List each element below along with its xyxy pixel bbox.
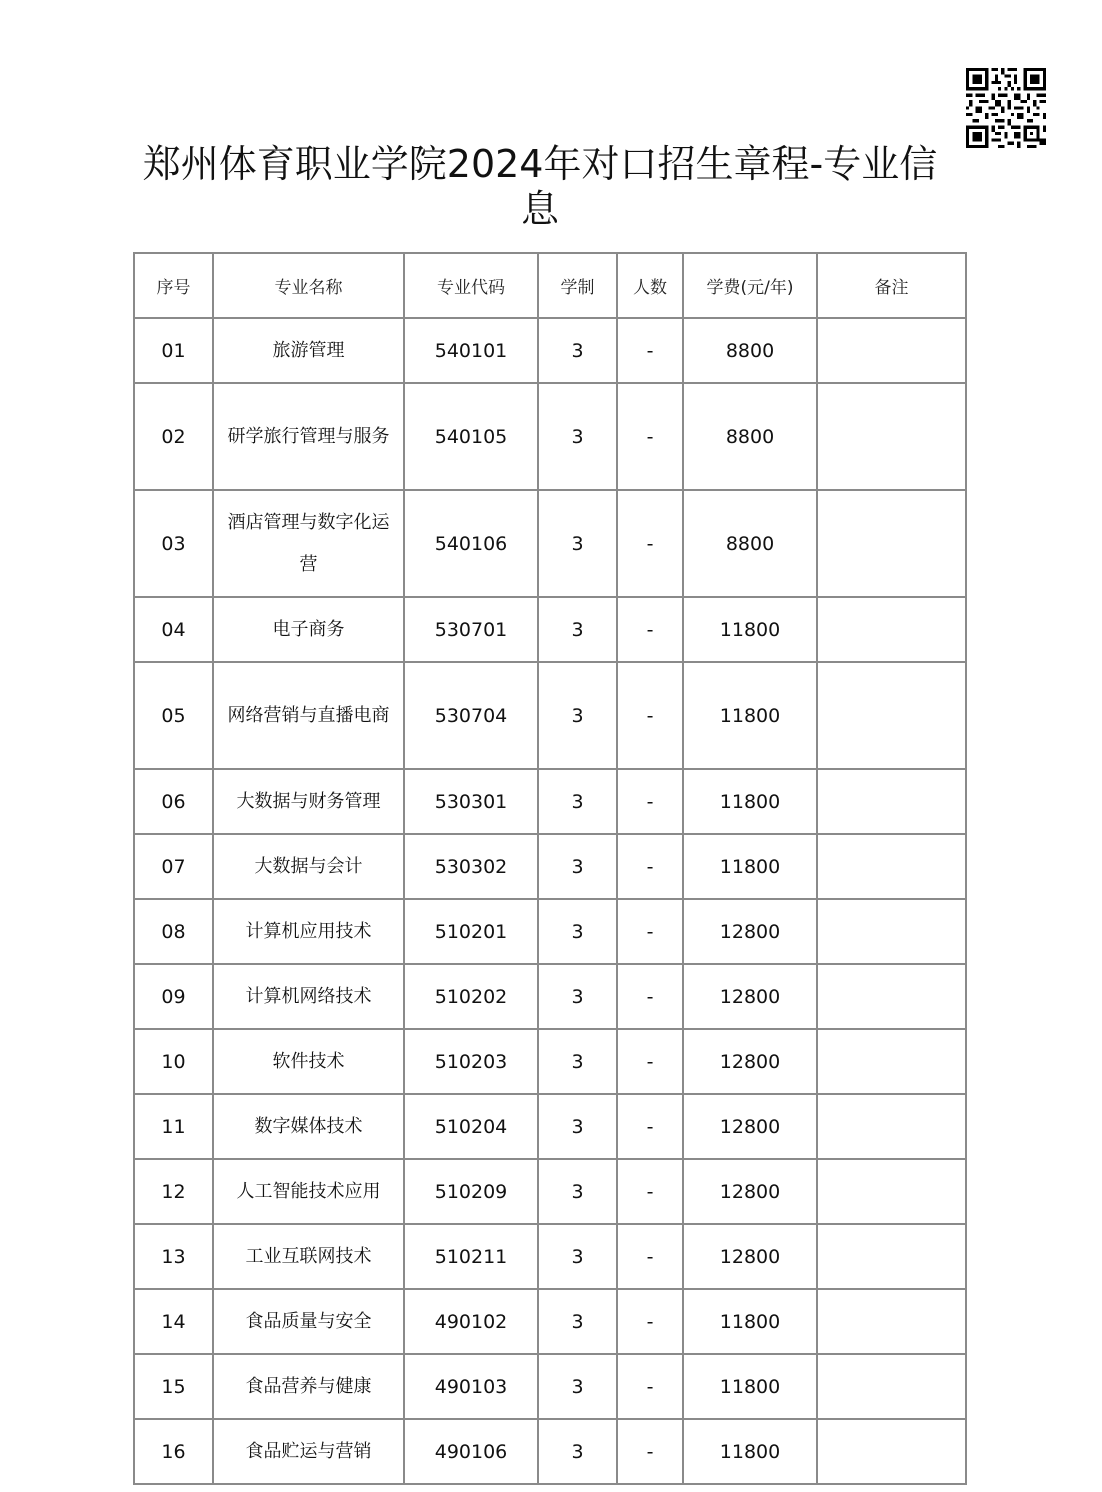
cell-remarks [817,834,966,899]
cell-major-code: 510202 [404,964,538,1029]
cell-serial: 05 [134,662,213,769]
cell-tuition: 12800 [683,1094,817,1159]
cell-serial: 16 [134,1419,213,1484]
cell-major-name: 计算机网络技术 [213,964,404,1029]
cell-major-code: 510209 [404,1159,538,1224]
cell-duration: 3 [538,662,617,769]
table-row [134,383,966,490]
table-header-row [134,253,966,318]
cell-remarks [817,1289,966,1354]
cell-tuition: 11800 [683,1419,817,1484]
cell-enrollment: - [617,964,683,1029]
cell-remarks [817,899,966,964]
cell-remarks [817,1029,966,1094]
cell-duration: 3 [538,1289,617,1354]
cell-major-name: 研学旅行管理与服务 [213,383,404,490]
cell-tuition: 12800 [683,899,817,964]
cell-major-name: 网络营销与直播电商 [213,662,404,769]
cell-tuition: 12800 [683,1224,817,1289]
cell-major-code: 530704 [404,662,538,769]
table-row [134,834,966,899]
table-row [134,490,966,597]
cell-duration: 3 [538,899,617,964]
cell-enrollment: - [617,769,683,834]
cell-major-code: 510203 [404,1029,538,1094]
cell-major-name: 酒店管理与数字化运营 [213,490,404,597]
cell-major-code: 510211 [404,1224,538,1289]
cell-duration: 3 [538,383,617,490]
cell-serial: 01 [134,318,213,383]
header-tuition: 学费(元/年) [683,253,817,318]
cell-tuition: 11800 [683,662,817,769]
cell-serial: 09 [134,964,213,1029]
cell-enrollment: - [617,1029,683,1094]
cell-serial: 06 [134,769,213,834]
cell-tuition: 11800 [683,769,817,834]
cell-enrollment: - [617,834,683,899]
cell-remarks [817,1419,966,1484]
cell-remarks [817,490,966,597]
cell-serial: 11 [134,1094,213,1159]
cell-serial: 10 [134,1029,213,1094]
cell-remarks [817,1159,966,1224]
cell-tuition: 11800 [683,1354,817,1419]
cell-major-code: 490103 [404,1354,538,1419]
cell-major-name: 软件技术 [213,1029,404,1094]
cell-tuition: 8800 [683,490,817,597]
cell-major-code: 490102 [404,1289,538,1354]
cell-duration: 3 [538,1224,617,1289]
table-row [134,769,966,834]
cell-serial: 04 [134,597,213,662]
table-row [134,318,966,383]
cell-major-name: 大数据与财务管理 [213,769,404,834]
qr-code [966,68,1046,148]
cell-tuition: 11800 [683,1289,817,1354]
cell-duration: 3 [538,1354,617,1419]
header-serial: 序号 [134,253,213,318]
cell-major-name: 电子商务 [213,597,404,662]
cell-remarks [817,1224,966,1289]
cell-major-name: 计算机应用技术 [213,899,404,964]
cell-remarks [817,383,966,490]
header-major-code: 专业代码 [404,253,538,318]
table-row [134,1224,966,1289]
cell-tuition: 12800 [683,1029,817,1094]
cell-major-name: 人工智能技术应用 [213,1159,404,1224]
cell-tuition: 12800 [683,1159,817,1224]
cell-duration: 3 [538,769,617,834]
cell-enrollment: - [617,1159,683,1224]
cell-tuition: 8800 [683,383,817,490]
cell-serial: 03 [134,490,213,597]
cell-major-name: 食品贮运与营销 [213,1419,404,1484]
cell-tuition: 11800 [683,597,817,662]
table-row [134,964,966,1029]
cell-duration: 3 [538,964,617,1029]
cell-enrollment: - [617,597,683,662]
cell-enrollment: - [617,1224,683,1289]
table-row [134,1029,966,1094]
cell-tuition: 8800 [683,318,817,383]
table-row [134,662,966,769]
cell-major-code: 530302 [404,834,538,899]
page-title: 郑州体育职业学院2024年对口招生章程-专业信息 [142,142,938,231]
cell-tuition: 11800 [683,834,817,899]
cell-remarks [817,964,966,1029]
header-remarks: 备注 [817,253,966,318]
cell-major-code: 530701 [404,597,538,662]
table-row [134,1419,966,1484]
cell-major-code: 540101 [404,318,538,383]
cell-tuition: 12800 [683,964,817,1029]
cell-serial: 13 [134,1224,213,1289]
cell-enrollment: - [617,899,683,964]
header-enrollment: 人数 [617,253,683,318]
cell-enrollment: - [617,1354,683,1419]
table-row [134,899,966,964]
cell-major-code: 490106 [404,1419,538,1484]
cell-remarks [817,318,966,383]
cell-serial: 02 [134,383,213,490]
table-row [134,1289,966,1354]
cell-remarks [817,1354,966,1419]
cell-duration: 3 [538,834,617,899]
table-row [134,1094,966,1159]
cell-duration: 3 [538,1159,617,1224]
cell-duration: 3 [538,318,617,383]
cell-remarks [817,1094,966,1159]
table-row [134,1354,966,1419]
cell-serial: 14 [134,1289,213,1354]
cell-enrollment: - [617,1289,683,1354]
cell-major-name: 数字媒体技术 [213,1094,404,1159]
cell-major-code: 510201 [404,899,538,964]
cell-remarks [817,662,966,769]
cell-major-code: 510204 [404,1094,538,1159]
cell-serial: 12 [134,1159,213,1224]
cell-major-code: 540106 [404,490,538,597]
header-duration: 学制 [538,253,617,318]
cell-major-code: 540105 [404,383,538,490]
cell-duration: 3 [538,1419,617,1484]
cell-serial: 15 [134,1354,213,1419]
cell-major-code: 530301 [404,769,538,834]
cell-major-name: 旅游管理 [213,318,404,383]
majors-table [133,252,967,1485]
cell-major-name: 大数据与会计 [213,834,404,899]
cell-serial: 07 [134,834,213,899]
cell-enrollment: - [617,383,683,490]
cell-major-name: 食品营养与健康 [213,1354,404,1419]
cell-enrollment: - [617,662,683,769]
cell-duration: 3 [538,597,617,662]
cell-serial: 08 [134,899,213,964]
cell-remarks [817,597,966,662]
cell-remarks [817,769,966,834]
cell-major-name: 工业互联网技术 [213,1224,404,1289]
cell-duration: 3 [538,1029,617,1094]
cell-enrollment: - [617,1419,683,1484]
cell-enrollment: - [617,318,683,383]
header-major-name: 专业名称 [213,253,404,318]
cell-major-name: 食品质量与安全 [213,1289,404,1354]
table-row [134,597,966,662]
cell-duration: 3 [538,490,617,597]
cell-duration: 3 [538,1094,617,1159]
cell-enrollment: - [617,490,683,597]
table-row [134,1159,966,1224]
cell-enrollment: - [617,1094,683,1159]
